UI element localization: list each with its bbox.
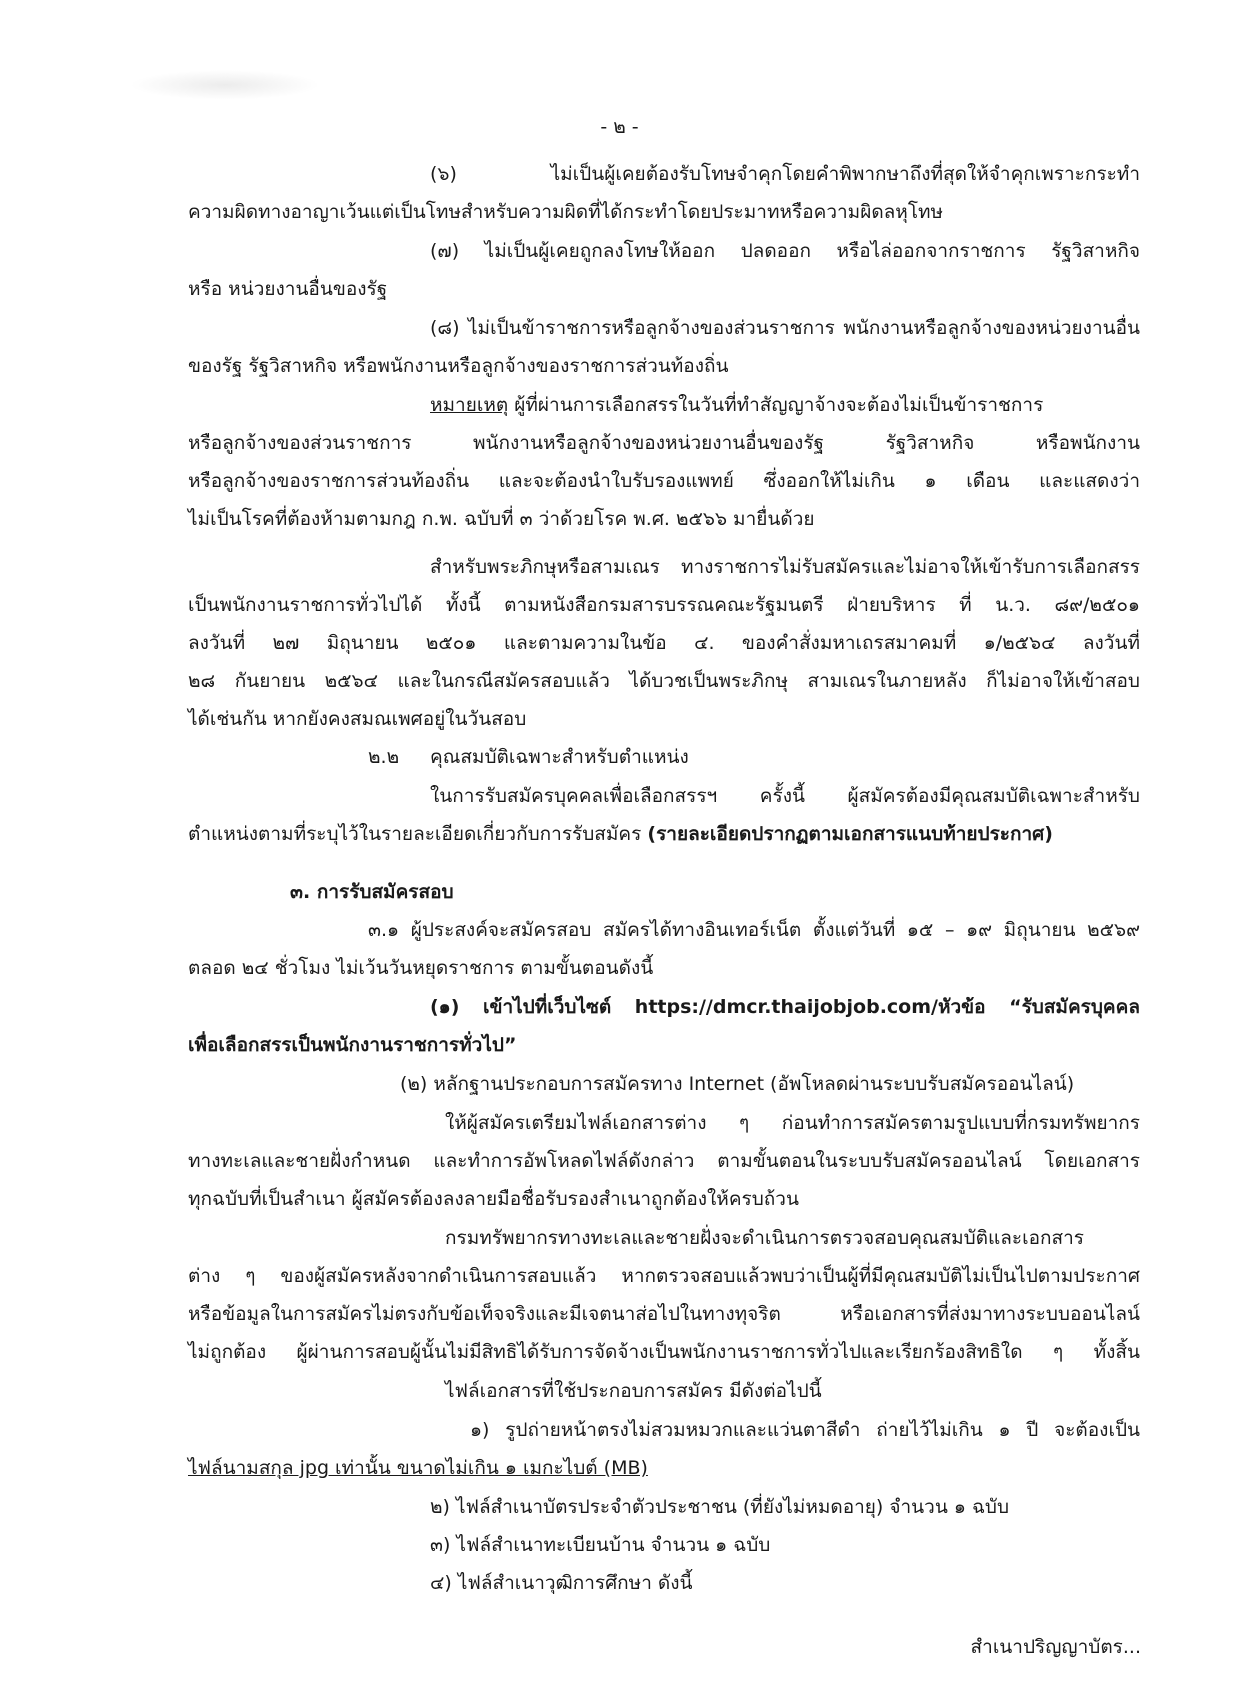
section-2-2-line-1: ในการรับสมัครบุคคลเพื่อเลือกสรรฯ ครั้งนี้ ผู้สมัครต้องมีคุณสมบัติเฉพาะสำหรับ [430, 785, 1140, 807]
file-item-1-line-1: ๑) รูปถ่ายหน้าตรงไม่สวมหมวกและแว่นตาสีดำ ถ่ายไว้ไม่เกิน ๑ ปี จะต้องเป็น [470, 1419, 1140, 1441]
remark-label: หมายเหตุ [430, 394, 509, 416]
scan-smudge [130, 70, 320, 100]
monk-para-line-5: ได้เช่นกัน หากยังคงสมณเพศอยู่ในวันสอบ [188, 708, 527, 730]
step-1-line-2: เพื่อเลือกสรรเป็นพนักงานราชการทั่วไป” [188, 1034, 517, 1056]
file-item-4: ๔) ไฟล์สำเนาวุฒิการศึกษา ดังนี้ [430, 1572, 693, 1594]
section-2-2-title: คุณสมบัติเฉพาะสำหรับตำแหน่ง [430, 746, 689, 768]
files-intro: ไฟล์เอกสารที่ใช้ประกอบการสมัคร มีดังต่อไปนี้ [445, 1380, 822, 1402]
section-3-1-line-1: ๓.๑ ผู้ประสงค์จะสมัครสอบ สมัครได้ทางอินเทอร์เน็ต ตั้งแต่วันที่ ๑๕ – ๑๙ มิถุนายน ๒๕๖๙ [368, 919, 1140, 941]
section-2-2-line-2: ตำแหน่งตามที่ระบุไว้ในรายละเอียดเกี่ยวกับการรับสมัคร (รายละเอียดปรากฏตามเอกสารแนบท้ายประกาศ) [188, 823, 1053, 845]
continuation-footer: สำเนาปริญญาบัตร... [970, 1636, 1141, 1658]
verification-line-4: ไม่ถูกต้อง ผู้ผ่านการสอบผู้นั้นไม่มีสิทธิได้รับการจัดจ้างเป็นพนักงานราชการทั่วไปและเรียกร้องสิทธิใด ๆ ทั้งสิ้น [188, 1341, 1140, 1363]
item-6-line-2: ความผิดทางอาญาเว้นแต่เป็นโทษสำหรับความผิดที่ได้กระทำโดยประมาทหรือความผิดลหุโทษ [188, 201, 944, 223]
item-7-line-2: หรือ หน่วยงานอื่นของรัฐ [188, 278, 388, 300]
monk-para-line-1: สำหรับพระภิกษุหรือสามเณร ทางราชการไม่รับสมัครและไม่อาจให้เข้ารับการเลือกสรร [430, 556, 1140, 578]
step-2-line-2: ทางทะเลและชายฝั่งกำหนด และทำการอัพโหลดไฟล์ดังกล่าว ตามขั้นตอนในระบบรับสมัครออนไลน์ โดยเอกสาร [188, 1150, 1140, 1172]
remark-line-1: หมายเหตุ ผู้ที่ผ่านการเลือกสรรในวันที่ทำสัญญาจ้างจะต้องไม่เป็นข้าราชการ [430, 394, 1044, 416]
section-3-heading: ๓. การรับสมัครสอบ [290, 881, 454, 903]
step-1-line-1: (๑) เข้าไปที่เว็บไซต์ https://dmcr.thaijobjob.com/หัวข้อ “รับสมัครบุคคล [430, 996, 1140, 1018]
file-item-1-line-2: ไฟล์นามสกุล jpg เท่านั้น ขนาดไม่เกิน ๑ เมกะไบต์ (MB) [188, 1457, 648, 1479]
section-3-1-line-2: ตลอด ๒๔ ชั่วโมง ไม่เว้นวันหยุดราชการ ตามขั้นตอนดังนี้ [188, 957, 654, 979]
remark-line-3: หรือลูกจ้างของราชการส่วนท้องถิ่น และจะต้องนำใบรับรองแพทย์ ซึ่งออกให้ไม่เกิน ๑ เดือน และแสดงว่า [188, 470, 1140, 492]
step-2-title: (๒) หลักฐานประกอบการสมัครทาง Internet (อัพโหลดผ่านระบบรับสมัครออนไลน์) [400, 1073, 1075, 1095]
item-7-line-1: (๗) ไม่เป็นผู้เคยถูกลงโทษให้ออก ปลดออก หรือไล่ออกจากราชการ รัฐวิสาหกิจ [430, 240, 1140, 262]
step-2-line-3: ทุกฉบับที่เป็นสำเนา ผู้สมัครต้องลงลายมือชื่อรับรองสำเนาถูกต้องให้ครบถ้วน [188, 1188, 799, 1210]
monk-para-line-3: ลงวันที่ ๒๗ มิถุนายน ๒๕๐๑ และตามความในข้อ ๔. ของคำสั่งมหาเถรสมาคมที่ ๑/๒๕๖๔ ลงวันที่ [188, 632, 1140, 654]
monk-para-line-4: ๒๘ กันยายน ๒๕๖๔ และในกรณีสมัครสอบแล้ว ได้บวชเป็นพระภิกษุ สามเณรในภายหลัง ก็ไม่อาจให้เข้าสอบ [188, 670, 1140, 692]
verification-line-2: ต่าง ๆ ของผู้สมัครหลังจากดำเนินการสอบแล้ว หากตรวจสอบแล้วพบว่าเป็นผู้ที่มีคุณสมบัติไม่เป็นไปตามประกาศ [188, 1265, 1140, 1287]
file-item-3: ๓) ไฟล์สำเนาทะเบียนบ้าน จำนวน ๑ ฉบับ [430, 1534, 771, 1556]
step-2-line-1: ให้ผู้สมัครเตรียมไฟล์เอกสารต่าง ๆ ก่อนทำการสมัครตามรูปแบบที่กรมทรัพยากร [445, 1112, 1140, 1134]
section-2-2-number: ๒.๒ [368, 746, 400, 768]
item-8-line-1: (๘) ไม่เป็นข้าราชการหรือลูกจ้างของส่วนราชการ พนักงานหรือลูกจ้างของหน่วยงานอื่น [430, 317, 1140, 339]
monk-para-line-2: เป็นพนักงานราชการทั่วไปได้ ทั้งนี้ ตามหนังสือกรมสารบรรณคณะรัฐมนตรี ฝ่ายบริหาร ที่ น.ว. ๘๙/๒๕๐๑ [188, 594, 1140, 616]
item-8-line-2: ของรัฐ รัฐวิสาหกิจ หรือพนักงานหรือลูกจ้างของราชการส่วนท้องถิ่น [188, 355, 729, 377]
verification-line-3: หรือข้อมูลในการสมัครไม่ตรงกับข้อเท็จจริงและมีเจตนาส่อไปในทางทุจริต หรือเอกสารที่ส่งมาทางระบบออนไลน์ [188, 1303, 1140, 1325]
remark-line-2: หรือลูกจ้างของส่วนราชการ พนักงานหรือลูกจ้างของหน่วยงานอื่นของรัฐ รัฐวิสาหกิจ หรือพนักงาน [188, 432, 1140, 454]
page-number: - ๒ - [600, 116, 639, 138]
file-item-2: ๒) ไฟล์สำเนาบัตรประจำตัวประชาชน (ที่ยังไม่หมดอายุ) จำนวน ๑ ฉบับ [430, 1496, 1010, 1518]
verification-line-1: กรมทรัพยากรทางทะเลและชายฝั่งจะดำเนินการตรวจสอบคุณสมบัติและเอกสาร [445, 1227, 1084, 1249]
remark-line-4: ไม่เป็นโรคที่ต้องห้ามตามกฎ ก.พ. ฉบับที่ ๓ ว่าด้วยโรค พ.ศ. ๒๕๖๖ มายื่นด้วย [188, 508, 815, 530]
item-6-line-1: (๖) ไม่เป็นผู้เคยต้องรับโทษจำคุกโดยคำพิพากษาถึงที่สุดให้จำคุกเพราะกระทำ [430, 163, 1140, 185]
attachment-note: (รายละเอียดปรากฏตามเอกสารแนบท้ายประกาศ) [647, 823, 1053, 845]
